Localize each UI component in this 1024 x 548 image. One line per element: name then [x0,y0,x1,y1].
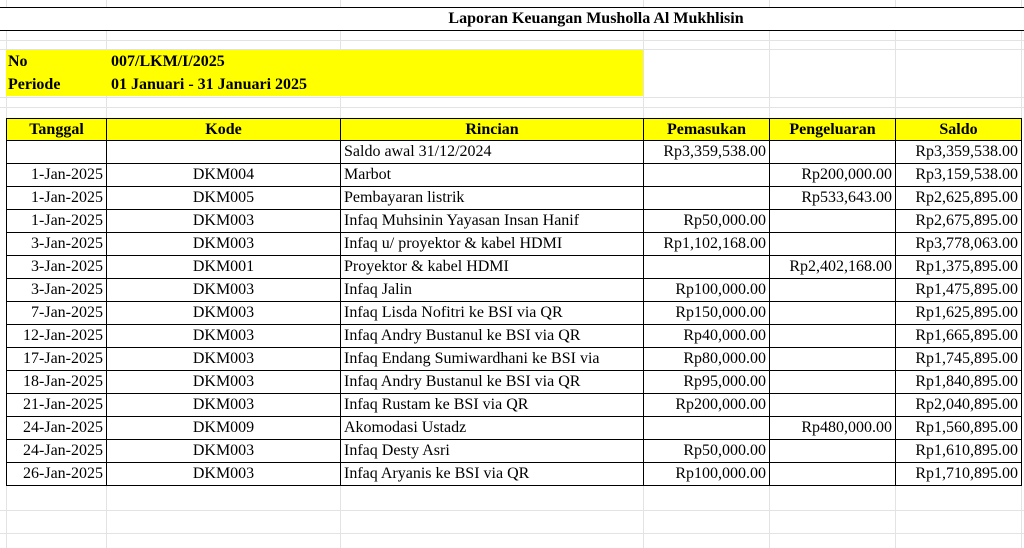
cell-description[interactable]: Marbot [341,164,644,187]
cell-expense[interactable]: Rp2,402,168.00 [770,256,896,279]
cell-income[interactable]: Rp200,000.00 [644,394,770,417]
table-row [7,164,1022,187]
cell-income[interactable]: Rp3,359,538.00 [644,141,770,164]
table-row [7,256,1022,279]
cell-expense[interactable] [770,210,896,233]
cell-balance[interactable]: Rp3,159,538.00 [896,164,1022,187]
cell-description[interactable]: Infaq Andry Bustanul ke BSI via QR [341,325,644,348]
cell-expense[interactable] [770,440,896,463]
cell-expense[interactable]: Rp200,000.00 [770,164,896,187]
table-row [7,325,1022,348]
table-row [7,371,1022,394]
cell-income[interactable]: Rp80,000.00 [644,348,770,371]
cell-balance[interactable]: Rp1,375,895.00 [896,256,1022,279]
cell-balance[interactable]: Rp2,040,895.00 [896,394,1022,417]
finance-table [6,118,1022,486]
cell-expense[interactable]: Rp480,000.00 [770,417,896,440]
cell-description[interactable]: Infaq Desty Asri [341,440,644,463]
cell-code[interactable]: DKM003 [107,279,341,302]
cell-income[interactable]: Rp50,000.00 [644,440,770,463]
cell-description[interactable]: Infaq Jalin [341,279,644,302]
cell-code[interactable]: DKM001 [107,256,341,279]
cell-code[interactable] [107,141,341,164]
table-row [7,210,1022,233]
cell-income[interactable]: Rp40,000.00 [644,325,770,348]
report-meta-box[interactable] [6,50,643,96]
cell-income[interactable] [644,256,770,279]
cell-description[interactable]: Infaq Rustam ke BSI via QR [341,394,644,417]
cell-description[interactable]: Infaq Endang Sumiwardhani ke BSI via [341,348,644,371]
cell-balance[interactable]: Rp1,625,895.00 [896,302,1022,325]
cell-date[interactable]: 24-Jan-2025 [7,440,107,463]
cell-description[interactable]: Infaq Andry Bustanul ke BSI via QR [341,371,644,394]
cell-balance[interactable]: Rp1,560,895.00 [896,417,1022,440]
cell-balance[interactable]: Rp2,625,895.00 [896,187,1022,210]
cell-description[interactable]: Infaq Aryanis ke BSI via QR [341,463,644,486]
cell-income[interactable] [644,187,770,210]
cell-date[interactable]: 26-Jan-2025 [7,463,107,486]
cell-description[interactable]: Saldo awal 31/12/2024 [341,141,644,164]
cell-income[interactable]: Rp100,000.00 [644,279,770,302]
cell-balance[interactable]: Rp1,665,895.00 [896,325,1022,348]
cell-date[interactable]: 3-Jan-2025 [7,233,107,256]
cell-expense[interactable] [770,348,896,371]
meta-period-label: Periode [8,76,61,93]
report-title: Laporan Keuangan Musholla Al Mukhlisin [448,10,744,27]
table-header-row [7,119,1022,141]
cell-description[interactable]: Akomodasi Ustadz [341,417,644,440]
cell-date[interactable]: 7-Jan-2025 [7,302,107,325]
table-row [7,440,1022,463]
cell-expense[interactable] [770,325,896,348]
cell-balance[interactable]: Rp3,778,063.00 [896,233,1022,256]
cell-description[interactable]: Infaq u/ proyektor & kabel HDMI [341,233,644,256]
cell-code[interactable]: DKM003 [107,440,341,463]
cell-income[interactable]: Rp150,000.00 [644,302,770,325]
report-title-band[interactable] [0,7,1024,31]
table-row [7,187,1022,210]
cell-date[interactable]: 1-Jan-2025 [7,187,107,210]
table-row [7,394,1022,417]
cell-description[interactable]: Infaq Lisda Nofitri ke BSI via QR [341,302,644,325]
table-row [7,302,1022,325]
cell-date[interactable]: 1-Jan-2025 [7,210,107,233]
cell-date[interactable]: 24-Jan-2025 [7,417,107,440]
meta-no-value: 007/LKM/I/2025 [111,53,225,70]
cell-balance[interactable]: Rp1,745,895.00 [896,348,1022,371]
meta-row-number[interactable] [6,51,643,73]
cell-balance[interactable]: Rp1,710,895.00 [896,463,1022,486]
meta-row-period[interactable] [6,74,643,96]
cell-expense[interactable] [770,394,896,417]
table-row [7,279,1022,302]
cell-date[interactable]: 3-Jan-2025 [7,279,107,302]
column-header-income[interactable]: Pemasukan [644,119,770,141]
cell-date[interactable] [7,141,107,164]
cell-date[interactable]: 18-Jan-2025 [7,371,107,394]
cell-balance[interactable]: Rp3,359,538.00 [896,141,1022,164]
cell-balance[interactable]: Rp1,475,895.00 [896,279,1022,302]
cell-income[interactable]: Rp50,000.00 [644,210,770,233]
cell-balance[interactable]: Rp1,840,895.00 [896,371,1022,394]
cell-code[interactable]: DKM003 [107,394,341,417]
cell-balance[interactable]: Rp1,610,895.00 [896,440,1022,463]
cell-code[interactable]: DKM003 [107,325,341,348]
column-header-code[interactable]: Kode [107,119,341,141]
table-row [7,417,1022,440]
cell-code[interactable]: DKM003 [107,210,341,233]
cell-code[interactable]: DKM004 [107,164,341,187]
cell-code[interactable]: DKM003 [107,233,341,256]
cell-date[interactable]: 3-Jan-2025 [7,256,107,279]
column-header-expense[interactable]: Pengeluaran [770,119,896,141]
cell-expense[interactable] [770,279,896,302]
cell-income[interactable]: Rp1,102,168.00 [644,233,770,256]
cell-date[interactable]: 21-Jan-2025 [7,394,107,417]
column-header-description[interactable]: Rincian [341,119,644,141]
cell-code[interactable]: DKM009 [107,417,341,440]
cell-income[interactable] [644,164,770,187]
cell-expense[interactable] [770,141,896,164]
cell-expense[interactable] [770,371,896,394]
meta-period-value: 01 Januari - 31 Januari 2025 [111,76,308,93]
cell-code[interactable]: DKM005 [107,187,341,210]
cell-description[interactable]: Infaq Muhsinin Yayasan Insan Hanif [341,210,644,233]
table-row [7,348,1022,371]
cell-date[interactable]: 17-Jan-2025 [7,348,107,371]
cell-expense[interactable] [770,233,896,256]
cell-expense[interactable]: Rp533,643.00 [770,187,896,210]
table-body [7,141,1022,486]
cell-income[interactable]: Rp95,000.00 [644,371,770,394]
cell-date[interactable]: 12-Jan-2025 [7,325,107,348]
cell-income[interactable] [644,417,770,440]
table-row [7,141,1022,164]
cell-balance[interactable]: Rp2,675,895.00 [896,210,1022,233]
cell-expense[interactable] [770,302,896,325]
column-header-date[interactable]: Tanggal [7,119,107,141]
table-row [7,233,1022,256]
cell-code[interactable]: DKM003 [107,348,341,371]
cell-code[interactable]: DKM003 [107,302,341,325]
cell-expense[interactable] [770,463,896,486]
cell-income[interactable]: Rp100,000.00 [644,463,770,486]
cell-description[interactable]: Proyektor & kabel HDMI [341,256,644,279]
cell-code[interactable]: DKM003 [107,463,341,486]
cell-date[interactable]: 1-Jan-2025 [7,164,107,187]
table-row [7,463,1022,486]
column-header-balance[interactable]: Saldo [896,119,1022,141]
cell-description[interactable]: Pembayaran listrik [341,187,644,210]
cell-code[interactable]: DKM003 [107,371,341,394]
meta-no-label: No [8,53,28,70]
